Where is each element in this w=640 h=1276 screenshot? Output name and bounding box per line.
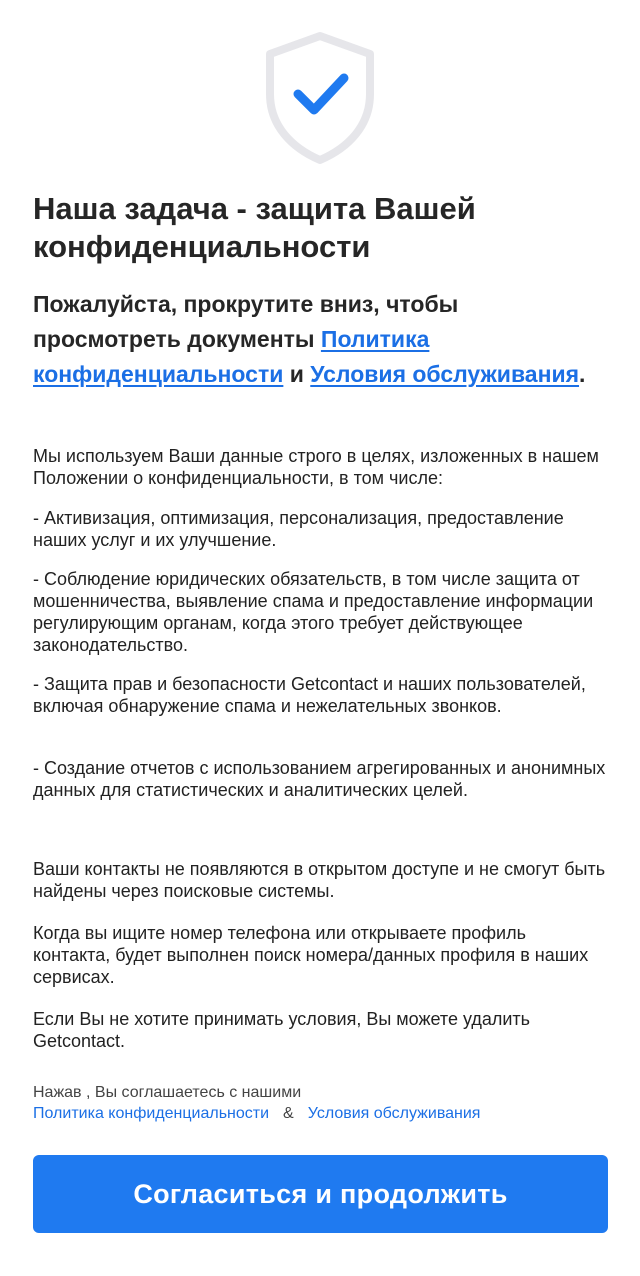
agree-and-continue-button[interactable]: Согласиться и продолжить — [33, 1155, 608, 1233]
intro-text — [33, 287, 593, 392]
intro-suffix: . — [579, 361, 586, 387]
privacy-policy-link[interactable]: Политика конфиденциальности — [33, 326, 430, 387]
paragraph-legal: - Соблюдение юридических обязательств, в том числе защита от мошенничества, выявление спама и предоставление информации регулирующим органам, когда этого требует действующее законодательство. — [33, 569, 594, 655]
paragraph-services: - Активизация, оптимизация, персонализация, предоставление наших услуг и их улучшение. — [33, 508, 564, 550]
paragraph-data-usage: Мы используем Ваши данные строго в целях, изложенных в нашем Положении о конфиденциальности, в том числе: — [33, 446, 599, 488]
intro-prefix: Пожалуйста, прокрутите вниз, чтобы просмотреть документы — [33, 291, 459, 352]
agree-note: Нажав , Вы соглашаетесь с нашими — [33, 1084, 302, 1101]
terms-of-service-link[interactable]: Условия обслуживания — [310, 361, 580, 387]
agree-links — [33, 1103, 608, 1124]
paragraph-search: Когда вы ищите номер телефона или открываете профиль контакта, будет выполнен поиск номера/данных профиля в наших сервисах. — [33, 923, 589, 987]
intro-conjunction: и — [283, 361, 311, 387]
paragraph-contacts: Ваши контакты не появляются в открытом доступе и не смогут быть найдены через поисковые системы. — [33, 859, 606, 901]
footer-terms-link[interactable]: Условия обслуживания — [307, 1105, 481, 1122]
page-title: Наша задача - защита Вашей конфиденциальности — [33, 191, 476, 264]
ampersand: & — [283, 1105, 294, 1122]
shield-check-icon — [262, 30, 378, 166]
paragraph-reports: - Создание отчетов с использованием агрегированных и анонимных данных для статистических и аналитических целей. — [33, 758, 606, 800]
paragraph-protection: - Защита прав и безопасности Getcontact и наших пользователей, включая обнаружение спама и нежелательных звонков. — [33, 674, 586, 716]
paragraph-delete: Если Вы не хотите принимать условия, Вы можете удалить Getcontact. — [33, 1009, 531, 1051]
footer-privacy-link[interactable]: Политика конфиденциальности — [33, 1105, 270, 1122]
